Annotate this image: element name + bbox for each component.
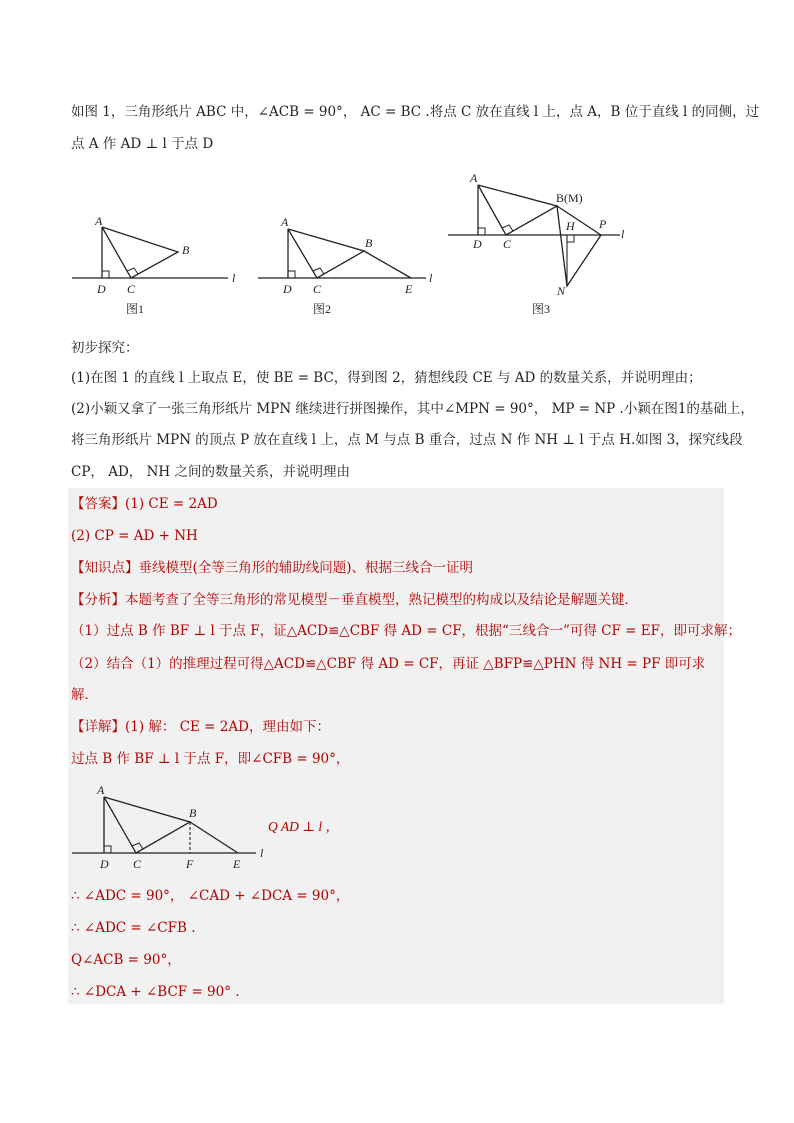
problem-line-2: 点 A 作 AD ⊥ l 于点 D xyxy=(71,136,214,152)
detail-tag: 【详解】 xyxy=(71,719,125,735)
detail-fig-label-C: C xyxy=(133,857,142,871)
fig3-label-D: D xyxy=(473,237,482,251)
question-2-line-1: (2)小颖又拿了一张三角形纸片 MPN 继续进行拼图操作，其中∠MPN = 90°， MP = NP .小颖在图1的基础上， xyxy=(71,401,754,417)
fig3-label-A: A xyxy=(470,171,478,185)
fig2-label-E: E xyxy=(405,282,413,296)
analysis-tag: 【分析】 xyxy=(71,592,125,608)
fig1-label-l: l xyxy=(232,271,236,285)
analysis-part-2-a: （2）结合（1）的推理过程可得△ACD≌△CBF 得 AD = CF，再证 △BFP≌△PHN 得 NH = PF 即可求 xyxy=(71,656,706,672)
figure-2 xyxy=(248,205,438,320)
answer-part-2: (2) CP = AD + NH xyxy=(71,528,198,544)
explore-title: 初步探究： xyxy=(71,340,139,356)
knowledge-line xyxy=(71,558,473,578)
detail-fig-label-l: l xyxy=(260,846,264,860)
detail-step-4: ∴ ∠DCA + ∠BCF = 90° . xyxy=(71,984,240,1000)
fig1-label-A: A xyxy=(95,214,103,228)
question-2-line-2: 将三角形纸片 MPN 的顶点 P 放在直线 l 上，点 M 与点 B 重合，过点 N 作 NH ⊥ l 于点 H.如图 3，探究线段 xyxy=(71,432,743,448)
fig3-label-N: N xyxy=(557,284,566,298)
fig2-label-C: C xyxy=(313,282,322,296)
detail-fig-label-E: E xyxy=(233,857,241,871)
fig2-label-l: l xyxy=(429,271,433,285)
detail-step-1: ∴ ∠ADC = 90°， ∠CAD + ∠DCA = 90°， xyxy=(71,888,350,904)
fig3-label-C: C xyxy=(503,237,512,251)
knowledge-text: 垂线模型(全等三角形的辅助线问题)、根据三线合一证明 xyxy=(138,560,474,576)
detail-step-2: ∴ ∠ADC = ∠CFB . xyxy=(71,920,196,936)
fig1-label-C: C xyxy=(127,282,136,296)
detail-fig-label-F: F xyxy=(186,857,194,871)
analysis-line xyxy=(71,590,638,610)
figure-1 xyxy=(60,205,250,320)
analysis-text: 本题考查了全等三角形的常见模型－垂直模型，熟记模型的构成以及结论是解题关键． xyxy=(125,592,638,608)
fig2-label-D: D xyxy=(283,282,292,296)
detail-side-note: Q AD ⊥ l ， xyxy=(268,819,339,834)
analysis-part-1: （1）过点 B 作 BF ⊥ l 于点 F，证△ACD≌△CBF 得 AD = CF，根据“三线合一”可得 CF = EF，即可求解； xyxy=(71,623,741,639)
fig3-label-l: l xyxy=(621,227,625,241)
knowledge-tag: 【知识点】 xyxy=(71,560,139,576)
fig1-label-B: B xyxy=(182,243,190,257)
fig2-caption: 图2 xyxy=(313,302,332,316)
answer-tag: 【答案】 xyxy=(71,496,125,512)
analysis-part-2-b: 解． xyxy=(71,687,98,703)
detail-figure xyxy=(66,778,276,876)
detail-text: (1) 解： CE = 2AD，理由如下： xyxy=(125,719,330,735)
fig1-caption: 图1 xyxy=(126,302,145,316)
question-2-line-3: CP， AD， NH 之间的数量关系，并说明理由 xyxy=(71,464,350,480)
fig3-caption: 图3 xyxy=(532,302,551,316)
fig3-label-P: P xyxy=(599,217,607,231)
question-1: (1)在图 1 的直线 l 上取点 E，使 BE = BC，得到图 2，猜想线段 CE 与 AD 的数量关系，并说明理由； xyxy=(71,370,702,386)
fig2-label-A: A xyxy=(281,215,289,229)
fig3-label-H: H xyxy=(566,219,575,233)
detail-fig-label-A: A xyxy=(97,783,105,797)
fig1-label-D: D xyxy=(97,282,106,296)
detail-step-3: Q∠ACB = 90°， xyxy=(71,952,181,968)
detail-line-2: 过点 B 作 BF ⊥ l 于点 F，即∠CFB = 90°， xyxy=(71,751,350,767)
fig3-label-BM: B(M) xyxy=(556,191,583,205)
answer-line-1 xyxy=(71,494,218,514)
fig2-label-B: B xyxy=(365,236,373,250)
detail-line xyxy=(71,717,330,737)
detail-fig-label-B: B xyxy=(189,806,197,820)
figure-3 xyxy=(440,168,640,318)
detail-fig-label-D: D xyxy=(100,857,109,871)
answer-part-1: (1) CE = 2AD xyxy=(125,496,218,512)
problem-line-1: 如图 1，三角形纸片 ABC 中，∠ACB = 90°， AC = BC .将点 C 放在直线 l 上，点 A，B 位于直线 l 的同侧，过 xyxy=(71,104,760,120)
